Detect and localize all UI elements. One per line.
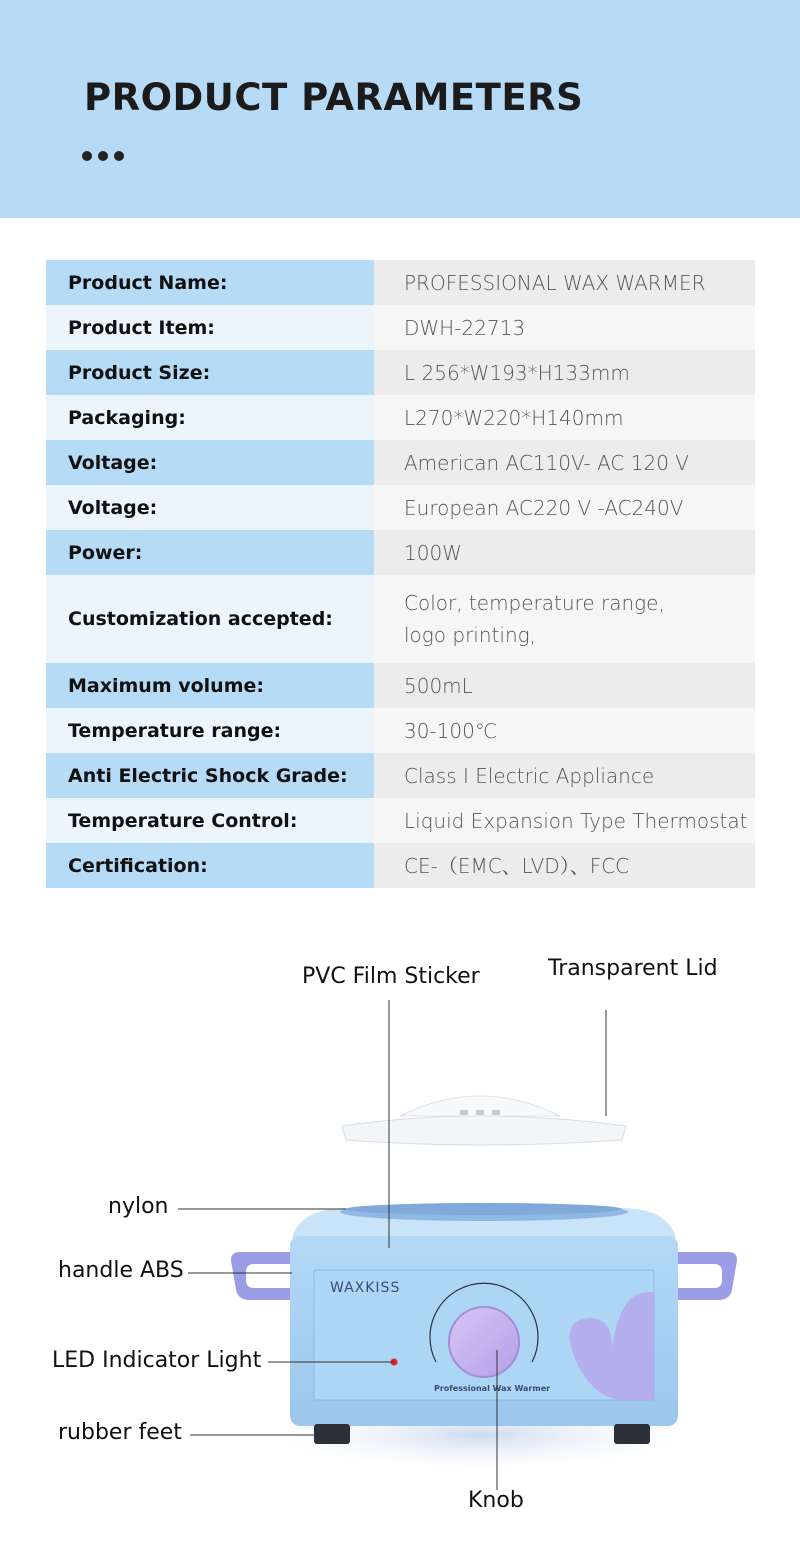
left-foot	[314, 1424, 350, 1444]
parameter-value	[374, 260, 755, 305]
label-nylon: nylon	[108, 1194, 169, 1219]
parameters-table-body	[46, 260, 755, 888]
parameter-value	[374, 305, 755, 350]
parameter-value-line: 100W	[404, 540, 462, 565]
parameter-row	[46, 753, 755, 798]
knob-shape	[449, 1307, 519, 1377]
dot-icon	[114, 151, 124, 161]
parameter-label: Certification:	[46, 843, 374, 888]
parameter-label: Voltage:	[46, 440, 374, 485]
parameter-label: Packaging:	[46, 395, 374, 440]
right-foot	[614, 1424, 650, 1444]
dot-icon	[82, 151, 92, 161]
parameter-label: Temperature range:	[46, 708, 374, 753]
parameter-row	[46, 485, 755, 530]
parameter-row	[46, 395, 755, 440]
parameter-value	[374, 708, 755, 753]
parameter-value-line: L270*W220*H140mm	[404, 405, 624, 430]
parameter-label: Temperature Control:	[46, 798, 374, 843]
parameter-row	[46, 575, 755, 663]
parameter-row	[46, 440, 755, 485]
parameter-value	[374, 440, 755, 485]
label-pvc-film-sticker: PVC Film Sticker	[302, 964, 480, 989]
parameter-value	[374, 530, 755, 575]
label-led-indicator-light: LED Indicator Light	[52, 1348, 262, 1373]
parameter-row	[46, 843, 755, 888]
parameter-label: Power:	[46, 530, 374, 575]
parameter-value-line: American AC110V- AC 120 V	[404, 450, 689, 475]
dot-icon	[98, 151, 108, 161]
parameter-label: Customization accepted:	[46, 575, 374, 663]
parameter-value-line: DWH-22713	[404, 315, 526, 340]
label-rubber-feet: rubber feet	[58, 1420, 182, 1445]
parameter-value	[374, 485, 755, 530]
parameter-value-line: L 256*W193*H133mm	[404, 360, 630, 385]
parameter-value-line: PROFESSIONAL WAX WARMER	[404, 270, 706, 295]
device-illustration	[0, 900, 800, 1549]
header-banner	[0, 0, 800, 218]
parameter-value	[374, 350, 755, 395]
parameter-row	[46, 260, 755, 305]
device-model-text: Professional Wax Warmer	[434, 1384, 551, 1393]
parameter-label: Maximum volume:	[46, 663, 374, 708]
parameter-row	[46, 530, 755, 575]
parameter-row	[46, 708, 755, 753]
parameter-value	[374, 798, 755, 843]
parameter-label: Product Item:	[46, 305, 374, 350]
parameter-value	[374, 575, 755, 663]
parameters-table	[46, 260, 755, 888]
parameter-value-line: 30-100℃	[404, 718, 498, 743]
parameter-value	[374, 753, 755, 798]
parameter-value-line: CE-（EMC、LVD）、FCC	[404, 853, 630, 878]
page-title: PRODUCT PARAMETERS	[84, 76, 584, 119]
parameter-value-line: 500mL	[404, 673, 473, 698]
parameter-value	[374, 843, 755, 888]
parameter-value-line: logo printing,	[404, 623, 536, 647]
parameter-value	[374, 395, 755, 440]
parameter-value-line: European AC220 V -AC240V	[404, 495, 684, 520]
parameter-label: Product Name:	[46, 260, 374, 305]
parameter-value-line: Class I Electric Appliance	[404, 763, 655, 788]
parameter-label: Anti Electric Shock Grade:	[46, 753, 374, 798]
device-brand-logo: WAXKISS	[330, 1280, 401, 1296]
parameter-label: Voltage:	[46, 485, 374, 530]
right-handle	[676, 1252, 737, 1300]
product-diagram	[0, 900, 800, 1549]
parameter-row	[46, 798, 755, 843]
parameter-value-line: Color, temperature range,	[404, 591, 665, 615]
decorative-dots	[82, 148, 130, 158]
parameter-row	[46, 663, 755, 708]
parameter-row	[46, 305, 755, 350]
label-knob: Knob	[468, 1488, 524, 1513]
left-handle	[231, 1252, 292, 1300]
parameter-value	[374, 663, 755, 708]
parameter-label: Product Size:	[46, 350, 374, 395]
label-transparent-lid: Transparent Lid	[548, 956, 718, 981]
transparent-lid	[342, 1096, 626, 1145]
parameter-value-line: Liquid Expansion Type Thermostat	[404, 808, 748, 833]
label-handle-abs: handle ABS	[58, 1258, 184, 1283]
parameter-row	[46, 350, 755, 395]
